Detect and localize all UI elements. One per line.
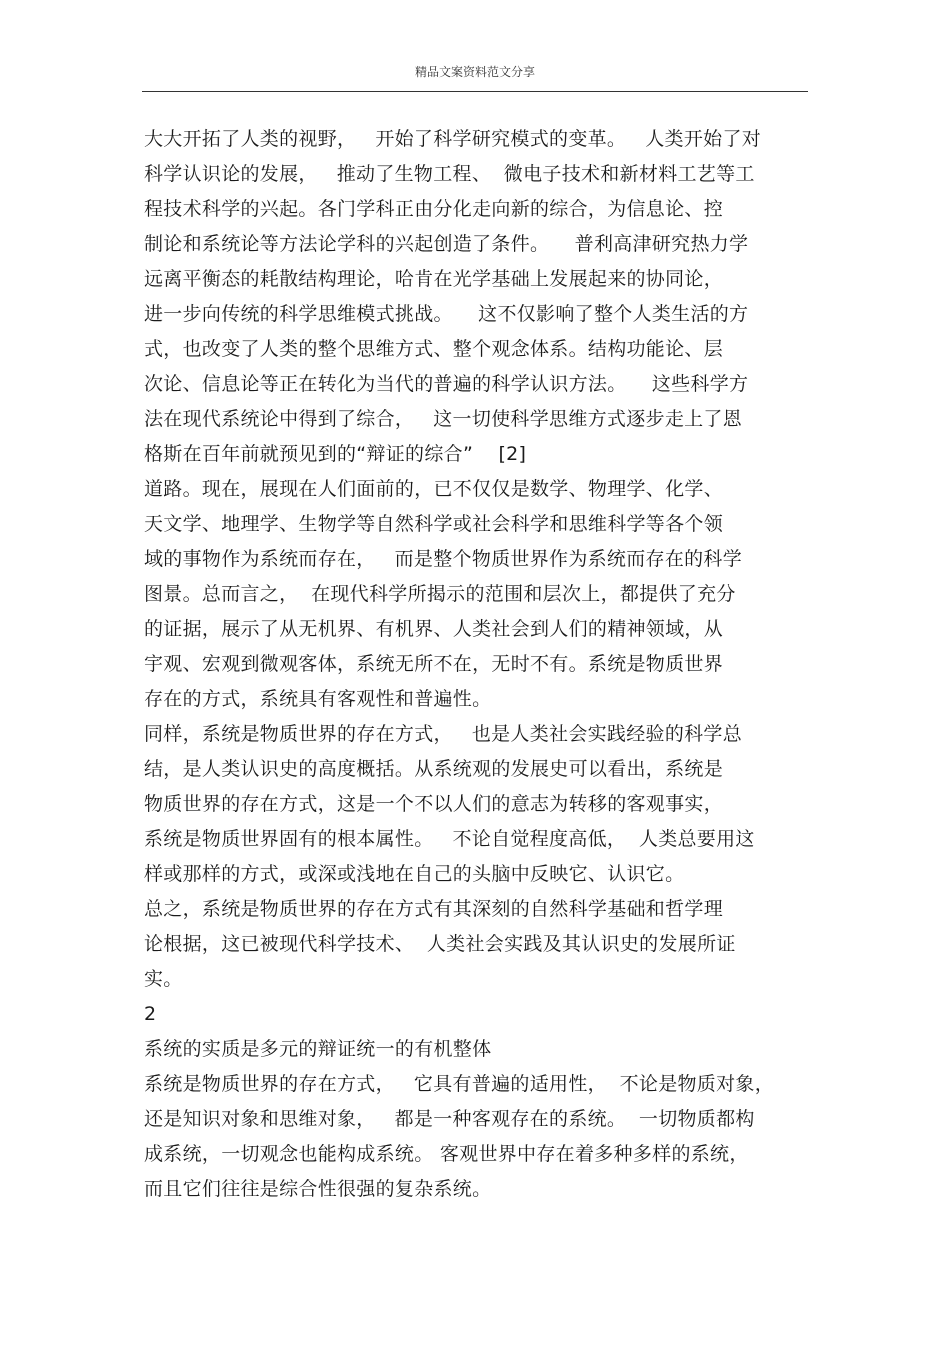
text-line: 而且它们往往是综合性很强的复杂系统。 xyxy=(144,1178,492,1200)
text-line: 样或那样的方式，或深或浅地在自己的头脑中反映它、认识它。 xyxy=(144,863,685,885)
document-body xyxy=(144,122,824,1207)
text-line: 宇观、宏观到微观客体，系统无所不在，无时不有。系统是物质世界 xyxy=(144,653,724,675)
text-line: 同样，系统是物质世界的存在方式， 也是人类社会实践经验的科学总 xyxy=(144,723,743,745)
text-line: 论根据，这已被现代科学技术、 人类社会实践及其认识史的发展所证 xyxy=(144,933,736,955)
text-line: 法在现代系统论中得到了综合， 这一切使科学思维方式逐步走上了恩 xyxy=(144,408,743,430)
section-number: 2 xyxy=(144,1003,157,1025)
text-line: 还是知识对象和思维对象， 都是一种客观存在的系统。 一切物质都构 xyxy=(144,1108,755,1130)
text-line: 制论和系统论等方法论学科的兴起创造了条件。 普利高津研究热力学 xyxy=(144,233,749,255)
text-line: 域的事物作为系统而存在， 而是整个物质世界作为系统而存在的科学 xyxy=(144,548,743,570)
text-line: 成系统，一切观念也能构成系统。 客观世界中存在着多种多样的系统， xyxy=(144,1143,749,1165)
text-line: 进一步向传统的科学思维模式挑战。 这不仅影响了整个人类生活的方 xyxy=(144,303,749,325)
text-line: 格斯在百年前就预见到的“辩证的综合” [2] xyxy=(144,443,527,465)
text-line: 道路。现在，展现在人们面前的，已不仅仅是数学、物理学、化学、 xyxy=(144,478,724,500)
text-line: 结，是人类认识史的高度概括。从系统观的发展史可以看出，系统是 xyxy=(144,758,724,780)
text-line: 系统是物质世界固有的根本属性。 不论自觉程度高低， 人类总要用这 xyxy=(144,828,755,850)
section-heading: 系统的实质是多元的辩证统一的有机整体 xyxy=(144,1038,492,1060)
text-line: 系统是物质世界的存在方式， 它具有普遍的适用性， 不论是物质对象， xyxy=(144,1073,774,1095)
text-line: 总之，系统是物质世界的存在方式有其深刻的自然科学基础和哲学理 xyxy=(144,898,724,920)
text-line: 远离平衡态的耗散结构理论，哈肯在光学基础上发展起来的协同论， xyxy=(144,268,724,290)
header-divider xyxy=(142,91,808,92)
text-line: 的证据，展示了从无机界、有机界、人类社会到人们的精神领域，从 xyxy=(144,618,724,640)
text-line: 物质世界的存在方式，这是一个不以人们的意志为转移的客观事实， xyxy=(144,793,724,815)
page-header: 精品文案资料范文分享 xyxy=(414,65,535,79)
text-line: 存在的方式，系统具有客观性和普遍性。 xyxy=(144,688,492,710)
text-line: 大大开拓了人类的视野， 开始了科学研究模式的变革。 人类开始了对 xyxy=(144,128,762,150)
text-line: 次论、信息论等正在转化为当代的普遍的科学认识方法。 这些科学方 xyxy=(144,373,749,395)
text-line: 天文学、地理学、生物学等自然科学或社会科学和思维科学等各个领 xyxy=(144,513,724,535)
text-line: 科学认识论的发展， 推动了生物工程、 微电子技术和新材料工艺等工 xyxy=(144,163,755,185)
text-line: 实。 xyxy=(144,968,183,990)
text-line: 图景。总而言之， 在现代科学所揭示的范围和层次上，都提供了充分 xyxy=(144,583,736,605)
text-line: 式，也改变了人类的整个思维方式、整个观念体系。结构功能论、层 xyxy=(144,338,724,360)
text-line: 程技术科学的兴起。各门学科正由分化走向新的综合，为信息论、控 xyxy=(144,198,724,220)
